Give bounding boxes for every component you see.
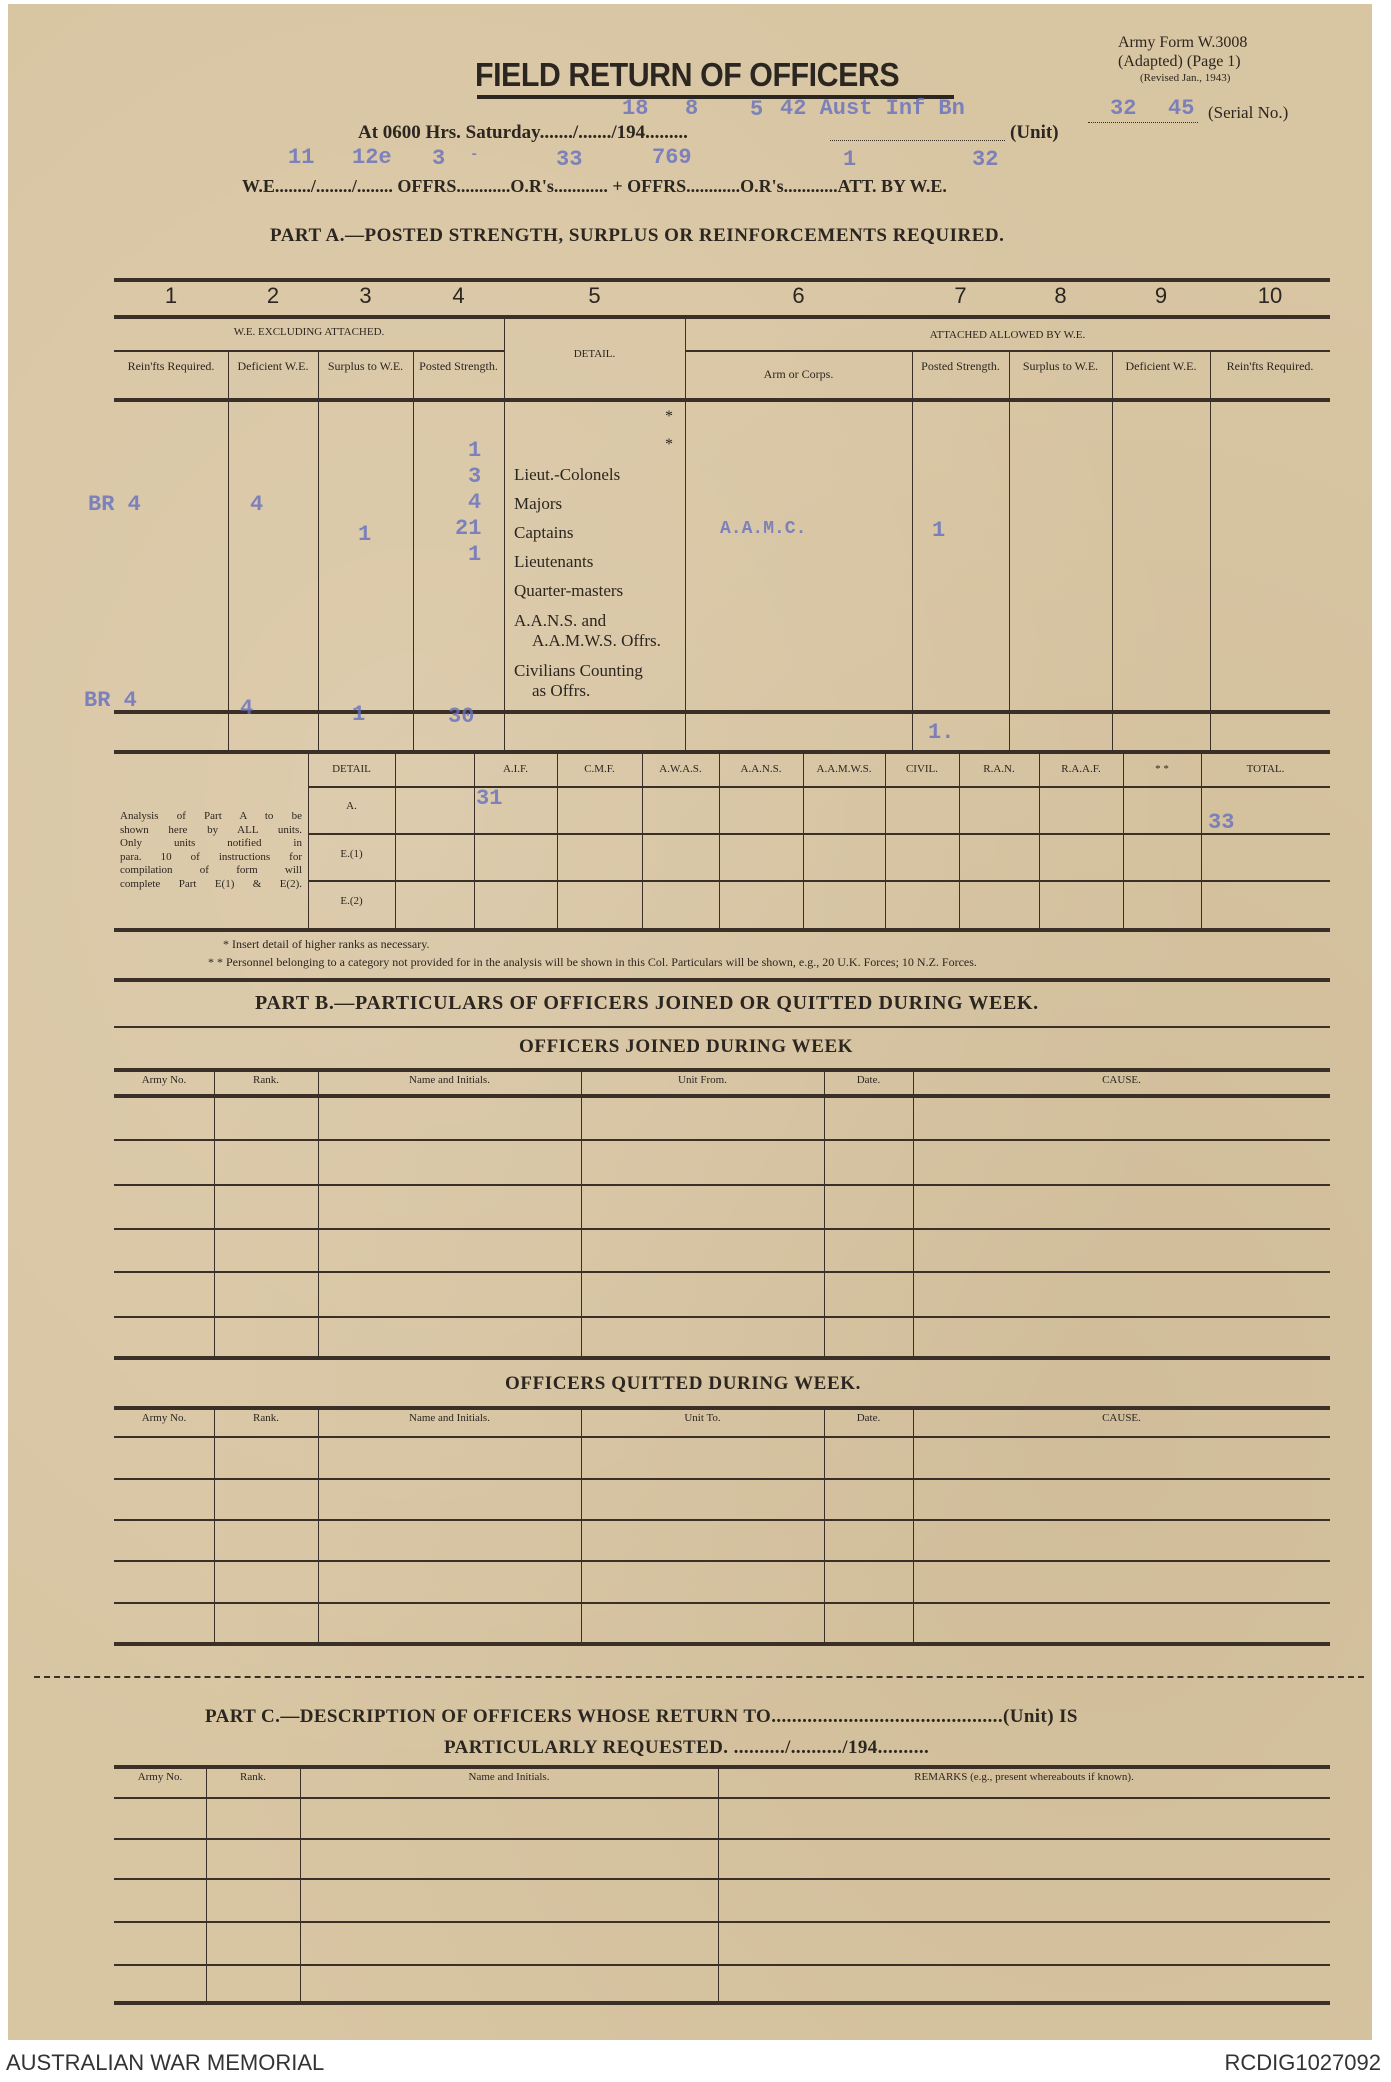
detail-header: DETAIL. [573, 348, 616, 360]
rule [1009, 350, 1010, 750]
ink-total: 33 [1208, 810, 1235, 835]
analysis-header: DETAIL [332, 763, 371, 775]
rank-label: Quarter-masters [514, 581, 624, 600]
ink-we-dash: - [470, 147, 479, 163]
part-a-title: PART A.—POSTED STRENGTH, SURPLUS OR REINFORCEMENTS REQUIRED. [270, 225, 1005, 246]
ink-offrs: 33 [556, 147, 583, 172]
analysis-header: C.M.F. [584, 763, 615, 775]
rule [206, 1765, 207, 2001]
ink-unit: 42 Aust Inf Bn [780, 96, 965, 121]
column-number: 2 [266, 283, 280, 308]
rule [114, 750, 1330, 754]
rule [114, 1642, 1330, 1646]
column-header: Name and Initials. [409, 1074, 490, 1086]
column-number: 6 [792, 283, 805, 308]
rule [913, 1068, 914, 1356]
rule [913, 1406, 914, 1642]
quitted-title: OFFICERS QUITTED DURING WEEK. [505, 1373, 861, 1394]
column-number: 9 [1154, 283, 1168, 308]
ink-col4: 1 [468, 542, 482, 567]
form-id: Army Form W.3008 [1118, 34, 1248, 51]
ink-serial-b: 45 [1168, 96, 1195, 121]
unit-label: (Unit) [1010, 122, 1059, 143]
joined-title: OFFICERS JOINED DURING WEEK [519, 1036, 854, 1057]
sub-header: Posted Strength. [419, 359, 498, 373]
part-c-line2: PARTICULARLY REQUESTED. ........../........../194.......... [444, 1737, 930, 1758]
rank-label: Captains [514, 523, 574, 542]
analysis-note: compilation of form will [120, 864, 302, 876]
analysis-header: R.A.A.F. [1061, 763, 1101, 775]
group-header-we: W.E. EXCLUDING ATTACHED. [233, 326, 385, 338]
column-number: 8 [1054, 283, 1067, 308]
column-number: 1 [164, 283, 178, 308]
rule [114, 1838, 1330, 1840]
ink-ors: 769 [652, 145, 692, 170]
at-line: At 0600 Hrs. Saturday......./......./194......... [358, 122, 688, 143]
rule [719, 752, 720, 930]
rule [114, 710, 1330, 714]
rule [114, 1765, 1330, 1769]
rule [114, 1964, 1330, 1966]
column-number: 4 [452, 283, 465, 308]
ink-we-2: 12e [352, 145, 392, 170]
column-header: Army No. [141, 1412, 187, 1424]
ink-col2: 4 [250, 492, 264, 517]
rule [581, 1406, 582, 1642]
footer-source: AUSTRALIAN WAR MEMORIAL [6, 2050, 325, 2075]
rule [912, 350, 913, 750]
rule [114, 1436, 1330, 1438]
rule [114, 1560, 1330, 1562]
analysis-header: * * [1155, 763, 1169, 775]
rule [504, 315, 505, 750]
rank-label: Majors [514, 494, 563, 513]
form-title: FIELD RETURN OF OFFICERS [475, 56, 900, 93]
rule [959, 752, 960, 930]
rule [114, 1602, 1330, 1604]
asterisk: * [665, 408, 673, 425]
column-number: 7 [954, 283, 967, 308]
rule [214, 1068, 215, 1356]
we-line: W.E......../......../........ OFFRS............O.R's............ + OFFRS............O.R's............ATT. BY W.E. [242, 176, 947, 196]
analysis-note: Only units notified in [120, 837, 302, 849]
ink-att-ors: 32 [972, 147, 999, 172]
column-number: 5 [588, 283, 601, 308]
sub-header: Rein'fts Required. [1226, 359, 1314, 373]
rule [803, 752, 804, 930]
column-header: Date. [856, 1412, 881, 1424]
rule [114, 1228, 1330, 1230]
rule [581, 1068, 582, 1356]
tear-line [34, 1676, 1364, 1678]
serial-label: (Serial No.) [1208, 103, 1289, 122]
analysis-header: A.I.F. [502, 763, 529, 775]
analysis-row-label: A. [346, 800, 357, 812]
footnote-1: * Insert detail of higher ranks as necessary. [223, 937, 430, 951]
rule [824, 1068, 825, 1356]
analysis-row-label: E.(2) [340, 895, 363, 907]
serial-dotted-line [1088, 122, 1198, 123]
analysis-row-label: E.(1) [340, 848, 363, 860]
rule [114, 1519, 1330, 1521]
rule [642, 752, 643, 930]
column-header: Unit From. [678, 1074, 727, 1086]
group-header-attached: ATTACHED ALLOWED BY W.E. [929, 329, 1086, 341]
rule [114, 1356, 1330, 1360]
form-revised: (Revised Jan., 1943) [1140, 72, 1231, 84]
sub-header: Rein'fts Required. [127, 359, 215, 373]
analysis-header: R.A.N. [983, 763, 1015, 775]
rule [1039, 752, 1040, 930]
ink-total-col2: 4 [240, 696, 254, 721]
ink-att-offrs: 1 [843, 147, 857, 172]
rule [1201, 752, 1202, 930]
rule [395, 752, 396, 930]
column-header: Army No. [141, 1074, 187, 1086]
rule [114, 1478, 1330, 1480]
rule [1123, 752, 1124, 930]
column-header: Rank. [240, 1771, 266, 1783]
rule [413, 350, 414, 750]
column-header: CAUSE. [1102, 1074, 1141, 1086]
rule [885, 752, 886, 930]
asterisk: * [665, 436, 673, 453]
ink-date-year: 5 [750, 97, 764, 122]
ink-col7: 1 [932, 518, 946, 543]
rule [308, 786, 1330, 788]
rule [114, 1184, 1330, 1186]
ink-total-col3: 1 [352, 702, 366, 727]
rule [685, 315, 686, 750]
rule [114, 1797, 1330, 1799]
sub-header: Deficient W.E. [237, 359, 309, 373]
rule [114, 1878, 1330, 1880]
ink-we-1: 11 [288, 145, 315, 170]
column-header: CAUSE. [1102, 1412, 1141, 1424]
rule [228, 350, 229, 750]
ink-total-col4: 30 [448, 704, 475, 729]
column-number: 10 [1257, 283, 1283, 308]
rank-label: Lieutenants [514, 552, 594, 571]
column-header: Unit To. [684, 1412, 721, 1424]
rule [114, 1139, 1330, 1141]
analysis-header: TOTAL. [1246, 763, 1285, 775]
rule [557, 752, 558, 930]
column-header: Name and Initials. [468, 1771, 550, 1783]
sub-header: Surplus to W.E. [327, 359, 404, 373]
rule [1112, 350, 1113, 750]
ink-total-col7: 1. [928, 720, 955, 745]
analysis-note: complete Part E(1) & E(2). [120, 877, 302, 890]
rank-label: as Offrs. [532, 681, 591, 700]
ink-date-day: 18 [622, 96, 649, 121]
rule [114, 398, 1330, 402]
rule [318, 1406, 319, 1642]
analysis-note: para. 10 of instructions for [120, 850, 302, 863]
column-header: Rank. [253, 1412, 279, 1424]
analysis-header: CIVIL. [905, 763, 939, 775]
ink-col4: 21 [455, 516, 482, 541]
rank-label: A.A.M.W.S. Offrs. [532, 631, 661, 650]
rule [114, 1271, 1330, 1273]
rule [474, 752, 475, 930]
part-b-title: PART B.—PARTICULARS OF OFFICERS JOINED OR QUITTED DURING WEEK. [255, 992, 1039, 1014]
column-header: REMARKS (e.g., present whereabouts if known). [914, 1771, 1134, 1783]
sub-header: Arm or Corps. [763, 367, 834, 381]
column-header: Name and Initials. [409, 1412, 490, 1424]
rule [824, 1406, 825, 1642]
ink-col4: 3 [468, 464, 482, 489]
part-c-line1: PART C.—DESCRIPTION OF OFFICERS WHOSE RETURN TO.............................................(Unit) IS [205, 1706, 1078, 1727]
ink-col3: 1 [358, 522, 372, 547]
sub-header: Posted Strength. [921, 359, 1000, 373]
rule [114, 1406, 1330, 1410]
rule [114, 1068, 1330, 1072]
rule [318, 350, 319, 750]
rank-label: A.A.N.S. and [514, 611, 607, 630]
rule [114, 278, 1330, 282]
analysis-header: A.W.A.S. [659, 763, 702, 775]
rule [114, 1096, 1330, 1098]
rule [114, 2001, 1330, 2005]
rule [318, 1068, 319, 1356]
column-header: Date. [856, 1074, 881, 1086]
ink-col1: BR 4 [88, 492, 141, 517]
rule [685, 350, 1330, 352]
rule [114, 1316, 1330, 1318]
unit-dotted-line [830, 140, 1005, 141]
rule [114, 1921, 1330, 1923]
form-adapted: (Adapted) (Page 1) [1118, 53, 1241, 70]
footer-id: RCDIG1027092 [1224, 2050, 1381, 2075]
rank-label: Lieut.-Colonels [514, 465, 621, 484]
rule [214, 1406, 215, 1642]
ink-aif: 31 [476, 786, 503, 811]
column-number: 3 [359, 283, 372, 308]
rule [114, 350, 504, 352]
analysis-note: shown here by ALL units. [120, 823, 302, 836]
rule [114, 1026, 1330, 1028]
analysis-header: A.A.N.S. [740, 763, 782, 775]
rule [114, 978, 1330, 982]
column-header: Army No. [137, 1771, 183, 1783]
ink-we-3: 3 [432, 146, 446, 171]
ink-serial-a: 32 [1110, 96, 1137, 121]
rule [114, 315, 1330, 319]
rank-label: Civilians Counting [514, 661, 643, 680]
footnote-2: * * Personnel belonging to a category not provided for in the analysis will be shown in this Col. Particulars will be shown, e.g., 20 U.K. Forces; 10 N.Z. Forces. [208, 955, 977, 969]
ink-date-month: 8 [685, 96, 699, 121]
rule [718, 1765, 719, 2001]
analysis-note: Analysis of Part A to be [120, 810, 302, 822]
footer-band [0, 2040, 1391, 2082]
ink-col6: A.A.M.C. [720, 519, 807, 539]
column-header: Rank. [253, 1074, 279, 1086]
analysis-header: A.A.M.W.S. [816, 763, 872, 775]
ink-total-col1: BR 4 [84, 688, 137, 713]
rule [300, 1765, 301, 2001]
rule [308, 833, 1330, 835]
rule [1210, 350, 1211, 750]
ink-col4: 4 [468, 490, 482, 515]
rule [308, 880, 1330, 882]
sub-header: Surplus to W.E. [1022, 359, 1099, 373]
ink-col4: 1 [468, 438, 482, 463]
sub-header: Deficient W.E. [1125, 359, 1197, 373]
rule [114, 928, 1330, 932]
